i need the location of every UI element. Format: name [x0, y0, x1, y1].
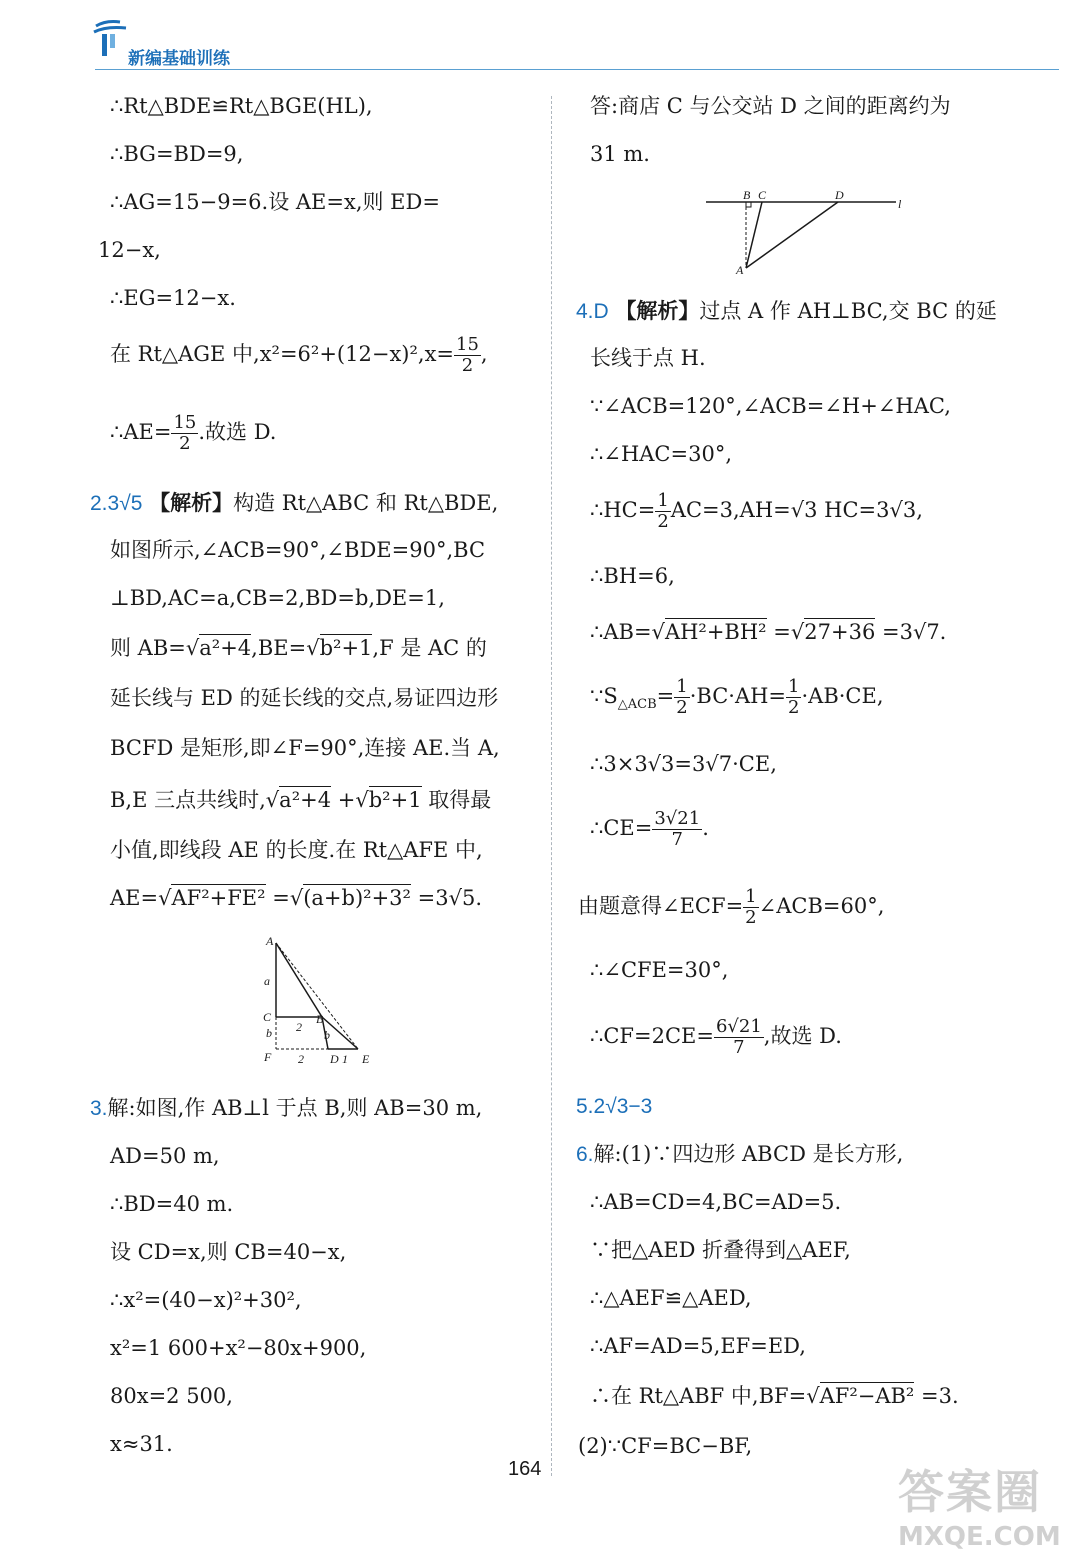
question-answer: 3√5: [107, 492, 143, 515]
analysis-tag: 【解析】: [149, 490, 234, 515]
text-run: ·BC·AH=: [689, 684, 787, 708]
denominator: 2: [788, 697, 800, 718]
text-run: ∠ACB=60°,: [758, 894, 885, 918]
label-D: D: [330, 1052, 339, 1066]
text-run: ∴CF=2CE=: [590, 1024, 714, 1048]
text-line: 延长线与 ED 的延长线的交点,易证四边形: [110, 686, 499, 710]
fraction: [786, 678, 801, 717]
text-line: x≈31.: [110, 1432, 173, 1456]
text-line: x²=1 600+x²−80x+900,: [110, 1336, 367, 1360]
radicand: a²+4: [279, 788, 332, 812]
text-line: ∴BD=40 m.: [110, 1192, 234, 1216]
text-run: AC=3,AH=√3 HC=3√3,: [670, 498, 923, 522]
question-6-head: [576, 1144, 903, 1165]
text-line: 31 m.: [590, 142, 650, 166]
text-line: 设 CD=x,则 CB=40−x,: [110, 1240, 347, 1264]
denominator: 2: [461, 355, 474, 376]
numerator: 15: [456, 334, 479, 355]
text-line: ∵∠ACB=120°,∠ACB=∠H+∠HAC,: [590, 394, 951, 418]
text-run: AE=√: [110, 886, 172, 910]
text-line-with-fraction: [110, 336, 488, 375]
radicand: b²+1: [368, 788, 422, 812]
text-line: 小值,即线段 AE 的长度.在 Rt△AFE 中,: [110, 838, 483, 862]
text-line: ∴EG=12−x.: [110, 286, 236, 310]
question-answer: D: [593, 300, 609, 323]
text-line: BCFD 是矩形,即∠F=90°,连接 AE.当 A,: [110, 736, 500, 760]
text-line: (2)∵CF=BC−BF,: [578, 1434, 753, 1458]
text-run: 由题意得∠ECF=: [578, 894, 744, 918]
book-logo-icon: [92, 16, 128, 64]
text-line-with-fraction: [590, 492, 923, 531]
fraction: [743, 888, 758, 927]
radicand: (a+b)²+3²: [303, 886, 411, 910]
question-number: 2.: [90, 492, 108, 515]
text-line: ∴AB=CD=4,BC=AD=5.: [590, 1190, 842, 1214]
fraction: [714, 1018, 764, 1057]
text-run: ,故选 D.: [763, 1024, 842, 1048]
text-run: 则 AB=√: [110, 636, 200, 660]
text-run: =√: [265, 886, 304, 910]
text-run: ,: [480, 342, 488, 366]
text-run: =3√5.: [410, 886, 483, 910]
text-line: ∴x²=(40−x)²+30²,: [110, 1288, 302, 1312]
text-line: ∴AF=AD=5,EF=ED,: [590, 1334, 806, 1358]
text-line-with-fraction: [578, 888, 884, 927]
denominator: 7: [671, 829, 683, 850]
question-2-head: [90, 492, 498, 514]
question-number: 5.: [576, 1095, 594, 1118]
text-run: ∴CE=: [590, 816, 653, 840]
label-A: A: [736, 263, 744, 276]
subscript: △ACB: [617, 697, 657, 713]
text-run: 取得最: [421, 788, 492, 812]
numerator: 1: [676, 676, 688, 697]
watermark-main: 答案圈: [898, 1465, 1042, 1519]
label-2: 2: [298, 1052, 304, 1066]
text-run: 在 Rt△AGE 中,x²=6²+(12−x)²,x=: [110, 342, 455, 366]
numerator: 1: [657, 490, 669, 511]
text-run: =: [656, 684, 675, 708]
text-line: ∴∠HAC=30°,: [590, 442, 732, 466]
brand-title: 新编基础训练: [128, 49, 230, 69]
text-run: 过点 A 作 AH⊥BC,交 BC 的延: [699, 299, 997, 323]
radicand: AF²−AB²: [819, 1384, 915, 1408]
text-run: ∴AE=: [110, 420, 172, 444]
analysis-tag: 【解析】: [615, 298, 700, 323]
text-line-with-fraction: [590, 678, 884, 717]
radicand: 27+36: [804, 620, 876, 644]
question-4-head: [576, 300, 997, 322]
text-line-with-root: [590, 622, 946, 643]
text-line: ∴BH=6,: [590, 564, 675, 588]
label-B: B: [316, 1012, 324, 1026]
denominator: 2: [657, 511, 669, 532]
text-line: ∴AG=15−9=6.设 AE=x,则 ED=: [110, 190, 440, 214]
text-run: B,E 三点共线时,√: [110, 788, 280, 812]
text-run: =3.: [914, 1384, 959, 1408]
text-line-with-root: [110, 888, 482, 909]
fraction: [454, 336, 481, 375]
numerator: 6√21: [715, 1016, 762, 1037]
text-line: AD=50 m,: [110, 1144, 220, 1168]
text-run: ∴AB=√: [590, 620, 665, 644]
fraction: [674, 678, 689, 717]
fraction: [652, 810, 702, 849]
text-run: ,BE=√: [251, 636, 320, 660]
text-line: ∴3×3√3=3√7·CE,: [590, 752, 777, 776]
text-line-with-root: [590, 1386, 959, 1407]
column-divider: [551, 96, 552, 1476]
radicand: AH²+BH²: [664, 620, 767, 644]
text-line: 如图所示,∠ACB=90°,∠BDE=90°,BC: [110, 538, 486, 562]
text-line: ∴Rt△BDE≌Rt△BGE(HL),: [110, 94, 373, 118]
numerator: 1: [788, 676, 800, 697]
watermark: [898, 1456, 1068, 1552]
page-header: [0, 0, 1073, 75]
text-run: +√: [331, 788, 369, 812]
radicand: AF²+FE²: [171, 886, 266, 910]
numerator: 15: [173, 412, 197, 433]
text-line: ∵把△AED 折叠得到△AEF,: [590, 1238, 851, 1262]
text-line: ∴△AEF≌△AED,: [590, 1286, 752, 1310]
label-F: F: [264, 1050, 272, 1064]
text-run: .: [702, 816, 709, 840]
radicand: b²+1: [319, 636, 373, 660]
text-run: ·AB·CE,: [801, 684, 884, 708]
header-rule: [95, 69, 1059, 70]
figure-q3: [700, 186, 920, 276]
label-l: l: [898, 197, 902, 211]
text-run: =3√7.: [875, 620, 947, 644]
question-answer: 2√3−3: [593, 1095, 653, 1118]
text-run: 解:(1)∵四边形 ABCD 是长方形,: [593, 1142, 904, 1166]
label-E: E: [362, 1052, 370, 1066]
label-b: b: [324, 1028, 330, 1042]
label-2: 2: [296, 1020, 302, 1034]
question-number: 4.: [576, 300, 594, 323]
text-line-with-root: [110, 790, 491, 811]
label-B: B: [743, 188, 751, 202]
text-run: .故选 D.: [198, 420, 277, 444]
fraction: [171, 414, 198, 453]
text-line-with-fraction: [110, 414, 276, 453]
page-number: 164: [508, 1458, 542, 1480]
fraction: [655, 492, 670, 531]
text-line: 12−x,: [98, 238, 161, 262]
text-line: 80x=2 500,: [110, 1384, 233, 1408]
denominator: 2: [179, 433, 191, 454]
text-line-with-fraction: [590, 810, 709, 849]
label-A: A: [266, 935, 274, 948]
text-run: ,F 是 AC 的: [372, 636, 487, 660]
text-line: 长线于点 H.: [590, 346, 706, 370]
label-a: a: [264, 974, 270, 988]
text-line: 答:商店 C 与公交站 D 之间的距离约为: [590, 94, 951, 118]
denominator: 2: [676, 697, 688, 718]
text-line-with-root: [110, 638, 487, 659]
label-D: D: [835, 188, 844, 202]
question-3-head: [90, 1098, 482, 1119]
label-C: C: [758, 188, 767, 202]
label-b: b: [266, 1026, 272, 1040]
label-C: C: [263, 1010, 272, 1024]
figure-q2: [258, 935, 388, 1070]
text-run: ∴HC=: [590, 498, 656, 522]
radicand: a²+4: [199, 636, 252, 660]
text-line: ⊥BD,AC=a,CB=2,BD=b,DE=1,: [110, 586, 445, 610]
text-line: ∴BG=BD=9,: [110, 142, 244, 166]
numerator: 1: [745, 886, 757, 907]
text-line-with-fraction: [590, 1018, 842, 1057]
question-number: 3.: [90, 1097, 108, 1120]
text-run: 解:如图,作 AB⊥l 于点 B,则 AB=30 m,: [107, 1096, 483, 1120]
label-1: 1: [342, 1052, 348, 1066]
numerator: 3√21: [654, 808, 701, 829]
denominator: 7: [733, 1037, 745, 1058]
watermark-site: MXQE.COM: [898, 1522, 1061, 1552]
question-number: 6.: [576, 1143, 594, 1166]
text-run: ∵S: [590, 684, 618, 708]
text-line: ∴∠CFE=30°,: [590, 958, 729, 982]
text-run: 构造 Rt△ABC 和 Rt△BDE,: [233, 491, 499, 515]
text-run: ∴在 Rt△ABF 中,BF=√: [590, 1384, 820, 1408]
denominator: 2: [745, 907, 757, 928]
text-run: =√: [766, 620, 805, 644]
question-5: [576, 1096, 652, 1117]
